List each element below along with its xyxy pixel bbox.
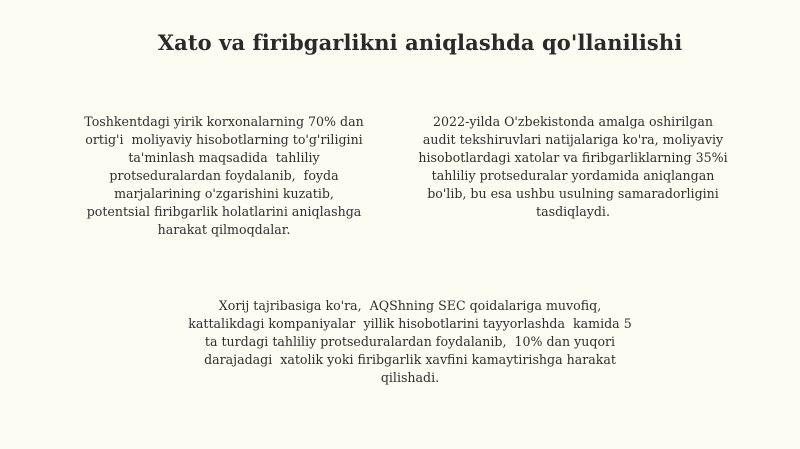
- left-paragraph: [44, 113, 404, 239]
- right-paragraph-line: bo'lib, bu esa ushbu usulning samaradorligini: [427, 186, 719, 201]
- bottom-paragraph-line: Xorij tajribasiga ko'ra, AQShning SEC qoidalariga muvofiq,: [218, 298, 602, 313]
- left-paragraph-line: marjalarining o'zgarishini kuzatib,: [114, 186, 334, 201]
- right-paragraph-line: tasdiqlaydi.: [536, 204, 610, 219]
- left-paragraph-line: ta'minlash maqsadida tahliliy: [128, 150, 320, 165]
- right-paragraph-line: audit tekshiruvlari natijalariga ko'ra, moliyaviy: [422, 132, 724, 147]
- bottom-paragraph: [145, 297, 675, 387]
- right-paragraph-line: hisobotlardagi xatolar va firibgarliklarning 35%i: [418, 150, 728, 165]
- bottom-paragraph-line: darajadagi xatolik yoki firibgarlik xavfini kamaytirishga harakat: [204, 352, 616, 367]
- left-paragraph-line: Toshkentdagi yirik korxonalarning 70% dan: [84, 114, 364, 129]
- right-paragraph-line: 2022-yilda O'zbekistonda amalga oshirilgan: [433, 114, 713, 129]
- bottom-paragraph-line: ta turdagi tahliliy protseduralardan foydalanib, 10% dan yuqori: [204, 334, 616, 349]
- left-paragraph-line: harakat qilmoqdalar.: [157, 222, 291, 237]
- slide-title: Xato va firibgarlikni aniqlashda qo'llanilishi: [157, 30, 683, 55]
- left-paragraph-line: ortig'i moliyaviy hisobotlarning to'g'riligini: [85, 132, 363, 147]
- right-paragraph-line: tahliliy protseduralar yordamida aniqlangan: [431, 168, 715, 183]
- bottom-paragraph-line: kattalikdagi kompaniyalar yillik hisobotlarini tayyorlashda kamida 5: [188, 316, 632, 331]
- left-paragraph-line: potentsial firibgarlik holatlarini aniqlashga: [86, 204, 362, 219]
- bottom-paragraph-line: qilishadi.: [380, 370, 440, 385]
- left-paragraph-line: protseduralardan foydalanib, foyda: [109, 168, 339, 183]
- right-paragraph: [393, 113, 753, 221]
